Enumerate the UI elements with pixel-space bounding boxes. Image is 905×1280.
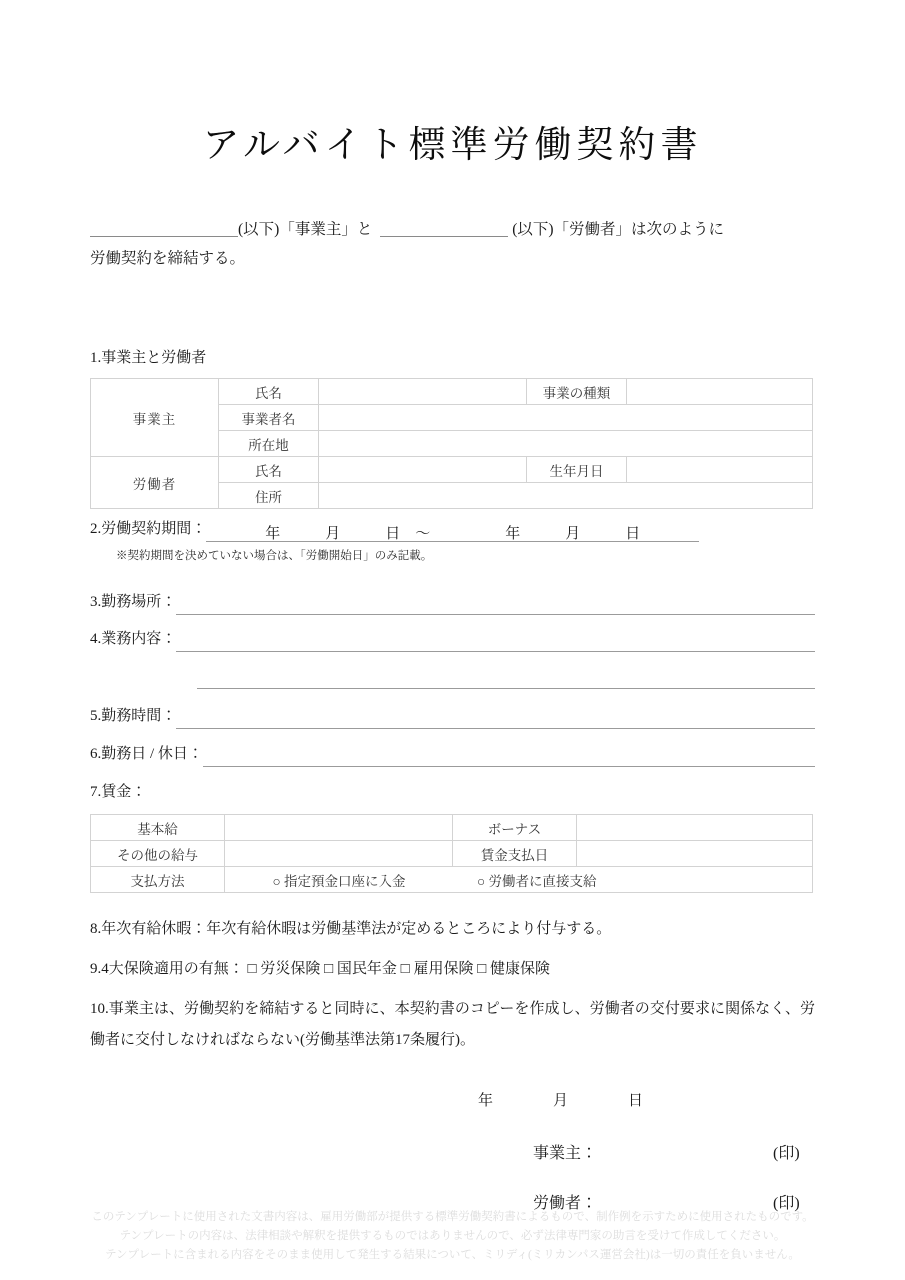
employer-name-value[interactable] <box>319 379 527 405</box>
business-name-label: 事業者名 <box>219 405 319 431</box>
base-pay-value[interactable] <box>225 815 453 841</box>
working-hours-field[interactable] <box>176 708 815 729</box>
employer-signature-label: 事業主： <box>533 1145 598 1162</box>
other-pay-label: その他の給与 <box>91 841 225 867</box>
section-1-heading: 1.事業主と労働者 <box>90 350 207 366</box>
worker-signature-label: 労働者： <box>533 1195 598 1212</box>
section-2-label: 2.労働契約期間： <box>90 521 207 537</box>
checkbox-health-insurance[interactable]: □ 健康保険 <box>477 961 551 977</box>
section-3-workplace <box>90 589 815 615</box>
worker-row-label: 労働者 <box>91 457 219 509</box>
section-8-paid-leave: 8.年次有給休暇：年次有給休暇は労働基準法が定めるところにより付与する。 <box>90 921 612 937</box>
section-4-job-description <box>90 626 815 652</box>
worker-address-value[interactable] <box>319 483 813 509</box>
worker-name-value[interactable] <box>319 457 527 483</box>
other-pay-value[interactable] <box>225 841 453 867</box>
pay-method-options <box>225 867 813 893</box>
worker-address-label: 住所 <box>219 483 319 509</box>
section-9-label: 9.4大保険適用の有無： <box>90 961 244 977</box>
job-description-field-line2[interactable] <box>197 668 815 689</box>
employer-name-blank[interactable] <box>90 219 238 237</box>
pay-method-option-direct[interactable]: ○ 労働者に直接支給 <box>477 873 597 889</box>
section-6-label: 6.勤務日 / 休日： <box>90 746 203 762</box>
page-title: アルバイト標準労働契約書 <box>202 124 703 166</box>
section-3-label: 3.勤務場所： <box>90 594 177 610</box>
signature-date-line[interactable]: 年 月 日 <box>478 1093 644 1109</box>
bonus-value[interactable] <box>577 815 813 841</box>
employer-name-label: 氏名 <box>219 379 319 405</box>
workplace-field[interactable] <box>176 594 815 615</box>
intro-text-3: 労働契約を締結する。 <box>90 250 246 267</box>
section-4-job-description-line2 <box>90 663 815 689</box>
employer-seal-marker: (印) <box>773 1145 800 1162</box>
pay-date-value[interactable] <box>577 841 813 867</box>
worker-birthdate-value[interactable] <box>627 457 813 483</box>
checkbox-national-pension[interactable]: □ 国民年金 <box>324 961 397 977</box>
business-address-label: 所在地 <box>219 431 319 457</box>
section-7-label: 7.賃金： <box>90 784 147 800</box>
pay-date-label: 賃金支払日 <box>453 841 577 867</box>
worker-name-blank[interactable] <box>380 219 508 237</box>
footer-line-2: テンプレートの内容は、法律相談や解釈を提供するものではありませんので、必ず法律専門家の助言を受けて作成してください。 <box>119 1230 786 1242</box>
section-2-contract-period <box>90 516 815 542</box>
footer-line-1: このテンプレートに使用された文書内容は、雇用労働部が提供する標準労働契約書によるもので、制作例を示すために使用されたものです。 <box>91 1211 814 1223</box>
contract-period-date-text: 年 月 日 ～ 年 月 日 <box>265 526 641 542</box>
worker-name-label: 氏名 <box>219 457 319 483</box>
business-type-label: 事業の種類 <box>527 379 627 405</box>
job-description-field-line1[interactable] <box>176 631 815 652</box>
workdays-holidays-field[interactable] <box>203 746 815 767</box>
base-pay-label: 基本給 <box>91 815 225 841</box>
business-address-value[interactable] <box>319 431 813 457</box>
intro-text-1: (以下)「事業主」と <box>238 221 373 238</box>
checkbox-employment-insurance[interactable]: □ 雇用保険 <box>400 961 474 977</box>
employer-signature-row <box>90 1140 815 1190</box>
worker-birthdate-label: 生年月日 <box>527 457 627 483</box>
checkbox-workers-comp[interactable]: □ 労災保険 <box>247 961 321 977</box>
business-name-value[interactable] <box>319 405 813 431</box>
document-body <box>90 215 815 1240</box>
footer-disclaimer <box>0 1208 905 1265</box>
worker-seal-marker: (印) <box>773 1195 800 1212</box>
table-row <box>91 815 813 841</box>
section-4-label: 4.業務内容： <box>90 631 177 647</box>
intro-paragraph <box>90 215 815 273</box>
table-row <box>91 457 813 483</box>
section-2-note: ※契約期間を決めていない場合は、「労働開始日」のみ記載。 <box>116 550 433 562</box>
table-row <box>91 379 813 405</box>
party-table <box>90 378 813 509</box>
pay-method-option-bank[interactable]: ○ 指定預金口座に入金 <box>272 873 406 889</box>
pay-method-label: 支払方法 <box>91 867 225 893</box>
business-type-value[interactable] <box>627 379 813 405</box>
intro-text-2: (以下)「労働者」は次のように <box>512 221 725 238</box>
section-6-workdays-holidays <box>90 741 815 767</box>
section-5-working-hours <box>90 703 815 729</box>
section-10-copy-obligation: 10.事業主は、労働契約を締結すると同時に、本契約書のコピーを作成し、労働者の交付要求に関係なく、労働者に交付しなければならない(労働基準法第17条履行)。 <box>90 1001 815 1048</box>
table-row <box>91 867 813 893</box>
wage-table <box>90 814 813 893</box>
section-9-insurance <box>90 954 815 985</box>
table-row <box>91 841 813 867</box>
employer-row-label: 事業主 <box>91 379 219 457</box>
contract-period-field[interactable] <box>206 521 699 542</box>
footer-line-3: テンプレートに含まれる内容をそのまま使用して発生する結果について、ミリディ(ミリカンパス運営会社)は一切の責任を負いません。 <box>105 1249 800 1261</box>
bonus-label: ボーナス <box>453 815 577 841</box>
section-5-label: 5.勤務時間： <box>90 708 177 724</box>
